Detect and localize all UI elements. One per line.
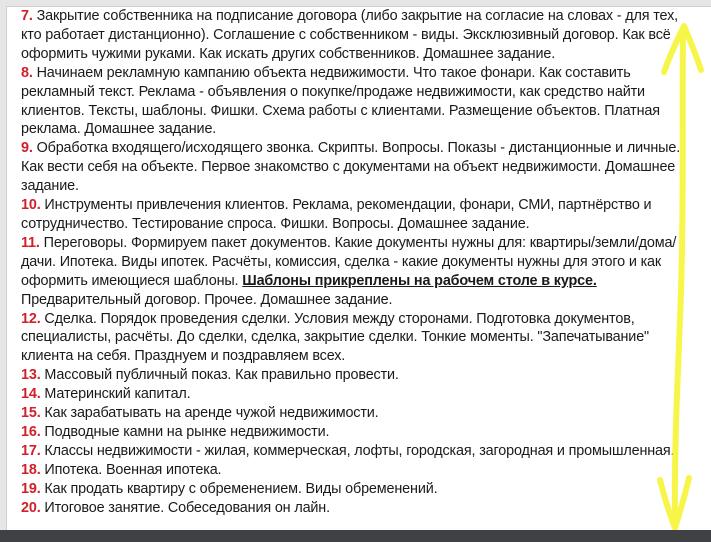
item-number: 18. xyxy=(21,461,41,478)
item-number: 10. xyxy=(21,197,41,214)
item-number: 8. xyxy=(21,64,33,81)
list-item-12 xyxy=(21,310,701,367)
list-item-11 xyxy=(21,234,701,310)
item-number: 20. xyxy=(21,499,41,516)
item-number: 11. xyxy=(21,234,40,251)
item-number: 14. xyxy=(21,386,41,403)
item-number: 19. xyxy=(21,480,41,497)
course-program-list xyxy=(21,7,701,517)
item-number: 12. xyxy=(21,310,41,327)
item-number: 7. xyxy=(21,8,33,24)
bottom-bar xyxy=(0,530,711,542)
item-text: Сделка. Порядок проведения сделки. Условия между сторонами. Подготовка документов, специалисты, расчёты. До сделки, сделка, закрытие сделки. Тонкие моменты. "Запечатывание" клиента на себя. Празднуем и поздравляем всех. xyxy=(21,310,650,365)
list-item-8 xyxy=(21,64,701,140)
item-number: 15. xyxy=(21,405,41,422)
item-text: Начинаем рекламную кампанию объекта недвижимости. Что такое фонари. Как составить рекламный текст. Реклама - объявления о покупке/продаже недвижимости, как средство найти клиентов. Тексты, шаблоны. Фишки. Схема работы с клиентами. Размещение объектов. Платная реклама. Домашнее задание. xyxy=(21,64,660,138)
list-item-20 xyxy=(21,499,701,518)
item-text-after: Предварительный договор. Прочее. Домашнее задание. xyxy=(21,291,393,308)
list-item-15 xyxy=(21,404,701,423)
item-text: Массовый публичный показ. Как правильно провести. xyxy=(44,367,399,384)
list-item-13 xyxy=(21,366,701,385)
item-number: 17. xyxy=(21,442,41,459)
item-text: Как зарабатывать на аренде чужой недвижимости. xyxy=(44,405,379,422)
item-number: 16. xyxy=(21,423,41,440)
list-item-19 xyxy=(21,480,701,499)
list-item-10 xyxy=(21,196,701,234)
item-text: Подводные камни на рынке недвижимости. xyxy=(44,423,330,440)
item-text: Ипотека. Военная ипотека. xyxy=(44,461,222,478)
item-number: 13. xyxy=(21,367,41,384)
item-text: Классы недвижимости - жилая, коммерческая, лофты, городская, загородная и промышленная. xyxy=(44,442,675,459)
item-text: Итоговое занятие. Собеседования он лайн. xyxy=(44,499,330,516)
item-text: Материнский капитал. xyxy=(44,386,191,403)
item-text: Переговоры. Формируем пакет документов. Какие документы нужны для: квартиры/земли/дома/дачи. Ипотека. Виды ипотек. Расчёты, комиссия, сделка - какие документы нужны для этого и как оформить имеющиеся шаблоны. xyxy=(21,234,677,289)
item-text: Закрытие собственника на подписание договора (либо закрытие на согласие на словах - для тех, кто работает дистанционно). Соглашение с собственником - виды. Эксклюзивный договор. Как всё оформить чужими руками. Как искать других собственников. Домашнее задание. xyxy=(21,8,678,62)
item-text: Обработка входящего/исходящего звонка. Скрипты. Вопросы. Показы - дистанционные и личные. Как вести себя на объекте. Первое знакомство с документами на объект недвижимости. Домашнее задание. xyxy=(21,140,681,195)
item-text: Инструменты привлечения клиентов. Реклама, рекомендации, фонари, СМИ, партнёрство и сотрудничество. Тестирование спроса. Фишки. Вопросы. Домашнее задание. xyxy=(21,197,652,232)
item-text: Как продать квартиру с обременением. Виды обременений. xyxy=(44,480,438,497)
list-item-7 xyxy=(21,7,701,64)
item-number: 9. xyxy=(21,140,33,157)
list-item-17 xyxy=(21,442,701,461)
list-item-16 xyxy=(21,423,701,442)
list-item-14 xyxy=(21,385,701,404)
list-item-18 xyxy=(21,461,701,480)
list-item-9 xyxy=(21,139,701,196)
templates-note: Шаблоны прикреплены на рабочем столе в курсе. xyxy=(242,272,597,289)
